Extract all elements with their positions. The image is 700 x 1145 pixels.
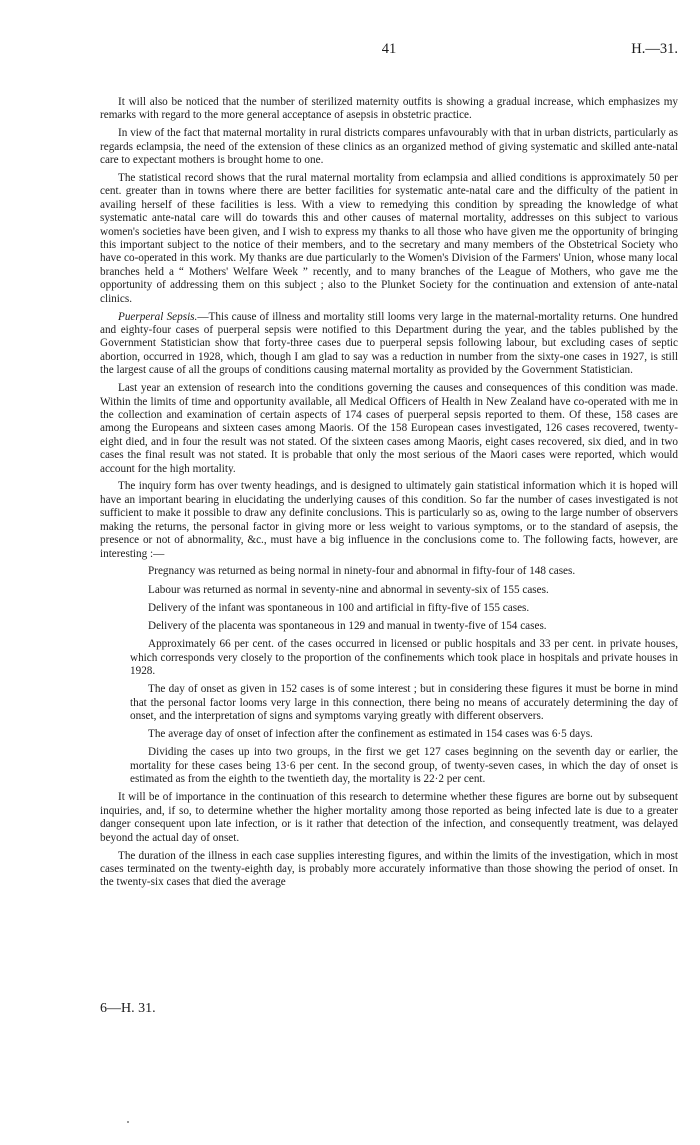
paragraph: Last year an extension of research into the conditions governing the causes and consequences of this condition was made. Within the limits of time and opportunity available, all Medical Officers of Health in New Zealand have co-operated with me in the collection and examination of certain aspects of 174 cases of puerperal sepsis reported to them. Of these, 158 cases are among the Europeans and sixteen cases among Maoris. Of the 158 European cases investigated, 126 cases recovered, twenty-eight died, and in four the result was not stated. Of the sixteen cases among Maoris, eight cases recovered, six died, and in two cases the final result was not stated. It is probable that only the most serious of the Maori cases were reported, which would account for the high mortality. [100, 382, 678, 475]
signature-mark: 6—H. 31. [100, 1001, 156, 1016]
fact-item: Delivery of the placenta was spontaneous in 129 and manual in twenty-five of 154 cases. [148, 620, 547, 633]
paragraph-text: —This cause of illness and mortality still looms very large in the maternal-mortality returns. One hundred and eighty-four cases of puerperal sepsis were notified to this Department during the year, and the tables published by the Government Statistician show that forty-three cases due to puerperal sepsis following labour, but excluding cases of septic abortion, occurred in 1928, which, though I am glad to say was a reduction in number from the sixty-one cases in 1927, is still the largest cause of all the groups of conditions causing maternal mortality as provided by the Government Statistician. [100, 310, 678, 377]
fact-item: Approximately 66 per cent. of the cases occurred in licensed or public hospitals and 33 per cent. in private houses, which corresponds very closely to the proportion of the confinements which took place in hospitals and private houses in 1928. [130, 638, 678, 678]
paragraph: The inquiry form has over twenty headings, and is designed to ultimately gain statistical information which it is hoped will have an important bearing in elucidating the underlying causes of this condition. So far the number of cases investigated is not sufficient to make it possible to draw any definite conclusions. This is particularly so as, owing to the large number of observers making the returns, the personal factor in giving more or less weight to various symptoms, or to the standard of asepsis, the presence or not of abnormality, &c., must have a big influence in the conclusions come to. The following facts, however, are interesting :— [100, 480, 678, 560]
paragraph: It will also be noticed that the number of sterilized maternity outfits is showing a gradual increase, which emphasizes my remarks with regard to the more general acceptance of asepsis in obstetric practice. [100, 96, 678, 122]
paragraph: The statistical record shows that the rural maternal mortality from eclampsia and allied conditions is approximately 50 per cent. greater than in towns where there are better facilities for systematic ante-natal care and the difficulty of the patient in availing herself of these facilities is less. With a view to remedying this condition by spreading the knowledge of what systematic ante-natal care will do towards this and other causes of maternal mortality, addresses on this subject to various women's societies have been given, and I wish to express my thanks to all those who have given me the opportunity of bringing this important subject to the notice of their members, and to the secretary and many members of the Obstetrical Society who have co-operated in this work. My thanks are due particularly to the Women's Division of the Farmers' Union, whose many local branches held a “ Mothers' Welfare Week ” recently, and to many branches of the League of Mothers, who gave me the opportunity of addressing them on this subject ; also to the Plunket Society for the continuation and extension of ante-natal clinics. [100, 172, 678, 305]
paragraph: In view of the fact that maternal mortality in rural districts compares unfavourably with that in urban districts, particularly as regards eclampsia, the need of the extension of these clinics as an organized method of giving systematic and skilled ante-natal care to expectant mothers is brought home to one. [100, 127, 678, 167]
document-reference: H.—31. [631, 41, 678, 57]
fact-item: Pregnancy was returned as being normal in ninety-four and abnormal in fifty-four of 148 cases. [148, 565, 576, 578]
fact-item: The day of onset as given in 152 cases is of some interest ; but in considering these figures it must be borne in mind that the personal factor looms very large in this connection, there being no means of accurately determining the day of onset, and the interpretation of signs and symptoms varying greatly with different observers. [130, 683, 678, 723]
fact-item: Dividing the cases up into two groups, in the first we get 127 cases beginning on the seventh day or earlier, the mortality for these cases being 13·6 per cent. In the second group, of twenty-seven cases, in which the day of onset is estimated as from the eighth to the twentieth day, the mortality is 22·2 per cent. [130, 746, 678, 786]
paragraph-puerperal-sepsis [100, 311, 678, 378]
paper-speck [127, 1121, 129, 1123]
body-text [100, 96, 678, 894]
fact-item: Delivery of the infant was spontaneous in 100 and artificial in fifty-five of 155 cases. [148, 601, 530, 614]
paragraph: It will be of importance in the continuation of this research to determine whether these figures are borne out by subsequent inquiries, and, if so, to determine whether the higher mortality among those reported as being infected late is due to a greater danger consequent upon late infection, or is it rather that detection of the infection, and consequently treatment, was delayed beyond the actual day of onset. [100, 791, 678, 844]
paragraph: The duration of the illness in each case supplies interesting figures, and within the limits of the investigation, which in most cases terminated on the twenty-eighth day, is probably more accurately informative than those showing the period of onset. In the twenty-six cases that died the average [100, 849, 678, 889]
section-heading: Puerperal Sepsis. [118, 310, 198, 323]
page-number: 41 [381, 41, 397, 57]
fact-item: Labour was returned as normal in seventy-nine and abnormal in seventy-six of 155 cases. [148, 583, 549, 596]
fact-item: The average day of onset of infection after the confinement as estimated in 154 cases was 6·5 days. [148, 728, 593, 741]
page-header [100, 41, 678, 61]
